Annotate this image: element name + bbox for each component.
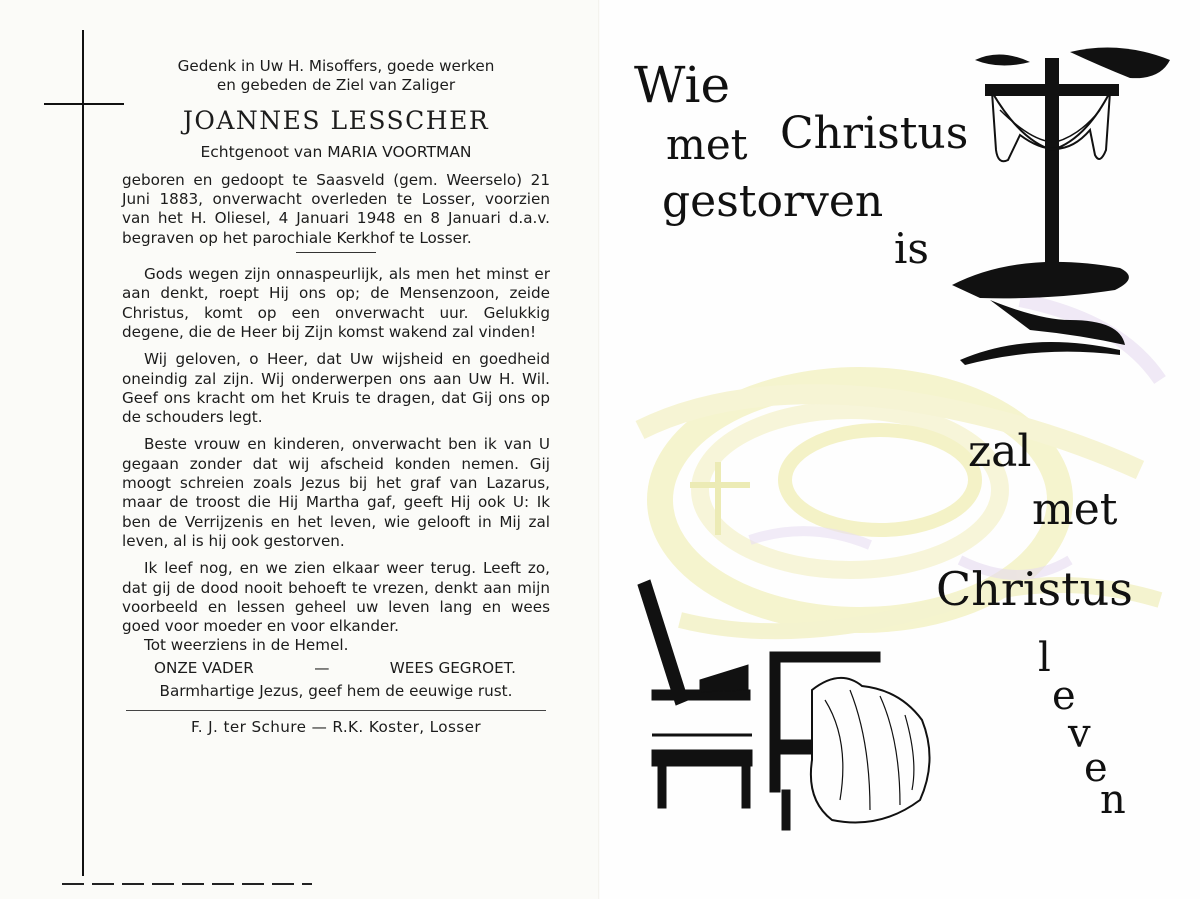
word-wie: Wie	[634, 56, 731, 114]
word-is: is	[894, 224, 929, 273]
word-leven-v: v	[1068, 711, 1091, 757]
mourning-cross-horizontal	[44, 103, 124, 105]
word-met-2: met	[1032, 484, 1118, 535]
word-zal: zal	[968, 426, 1032, 477]
biography: geboren en gedoopt te Saasveld (gem. Weerselo) 21 Juni 1883, onverwacht overleden te Losser, voorzien van het H. Oliesel, 4 Januari 1948 en 8 Januari d.a.v. begraven op het parochiale Kerkhof te Losser.	[122, 170, 550, 247]
draped-cloth-icon	[811, 678, 930, 823]
prayer-wees-gegroet: WEES GEGROET.	[389, 658, 516, 677]
printer-credit: F. J. ter Schure — R.K. Koster, Losser	[191, 718, 481, 737]
word-leven-n: n	[1100, 777, 1126, 823]
dashed-rule	[62, 883, 312, 885]
word-met-1: met	[666, 120, 748, 169]
long-divider	[126, 710, 546, 711]
word-christus-2: Christus	[936, 562, 1133, 616]
short-divider	[296, 252, 376, 253]
memorial-text	[122, 57, 550, 738]
word-leven-e2: e	[1084, 745, 1108, 791]
prayers	[122, 659, 550, 678]
mourning-cross-vertical	[82, 30, 84, 876]
right-page	[600, 0, 1200, 899]
intro-line-2: en gebeden de Ziel van Zaliger	[216, 76, 456, 95]
farewell: Tot weerziens in de Hemel.	[144, 636, 349, 655]
intro-line-1: Gedenk in Uw H. Misoffers, goede werken	[177, 57, 495, 75]
paragraph-gods-wegen: Gods wegen zijn onnaspeurlijk, als men het minst er aan denkt, roept Hij ons op; de Mensenzoon, zeide Christus, komt op een onverwacht uur. Gelukkig degene, die de Heer bij Zijn komst wakend zal vinden!	[122, 265, 550, 341]
deceased-name: JOANNES LESSCHER	[182, 105, 490, 135]
paragraph-ik-leef-nog: Ik leef nog, en we zien elkaar weer terug. Leeft zo, dat gij de dood nooit behoeft te vrezen, denkt aan mijn voorbeeld en lessen geheel uw leven lang en wees goed voor moeder en voor elkander.	[122, 559, 550, 636]
invocation: Barmhartige Jezus, geef hem de eeuwige rust.	[159, 682, 513, 701]
prayer-separator: —	[314, 658, 330, 677]
word-leven-l: l	[1038, 635, 1051, 681]
word-christus-1: Christus	[780, 108, 969, 159]
word-leven-e1: e	[1052, 673, 1076, 719]
spouse-line: Echtgenoot van MARIA VOORTMAN	[200, 142, 472, 161]
paragraph-beste-vrouw: Beste vrouw en kinderen, onverwacht ben ik van U gegaan zonder dat wij afscheid konden nemen. Gij moogt schreien zoals Jezus bij het graf van Lazarus, maar de troost die Hij Martha gaf, geeft Hij ook U: Ik ben de Verrijzenis en het leven, wie gelooft in Mij zal leven, al is hij ook gestorven.	[122, 435, 550, 550]
paragraph-wij-geloven: Wij geloven, o Heer, dat Uw wijsheid en goedheid oneindig zal zijn. Wij onderwerpen ons aan Uw H. Wil. Geef ons kracht om het Kruis te dragen, dat Gij ons op de schouders legt.	[122, 350, 550, 427]
prayer-onze-vader: ONZE VADER	[154, 658, 254, 677]
word-gestorven: gestorven	[662, 176, 884, 227]
